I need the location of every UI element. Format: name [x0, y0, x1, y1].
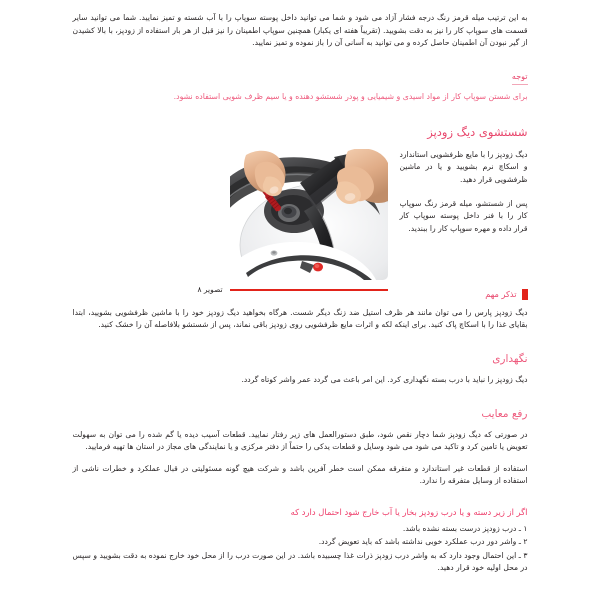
important-note-text: دیگ زودپز پارس را می توان مانند هر ظرف استیل ضد زنگ دیگر شست. هرگاه بخواهید دیگ زودپز خود را با ماشین ظرفشویی بشویید، ابتدا بقایای غذا را با اسکاچ پاک کنید. برای اینکه لکه و اثرات مایع ظرفشویی روی زودپز باقی نماند، پس از شستشو بلافاصله آن را خشک کنید. [72, 307, 528, 330]
maintenance-heading: نگهداری [492, 352, 528, 365]
troubleshooting-heading: رفع معایب [481, 407, 528, 420]
figure-caption-row [198, 285, 388, 295]
washing-text-column [400, 149, 528, 247]
list-item: ۱ ـ درب زودپز درست بسته نشده باشد. [402, 523, 528, 533]
red-square-marker-icon [522, 289, 528, 300]
list-item: ۲ ـ واشر دور درب عملکرد خوبی نداشته باشد که باید تعویض گردد. [318, 537, 528, 547]
figure-caption: تصویر ۸ [197, 284, 223, 294]
troubleshooting-list-heading: اگر از زیر دسته و یا درب زودپز بخار یا آب خارج شود احتمال دارد که [290, 506, 528, 517]
page-content [73, 12, 528, 575]
important-note-heading: تذکر مهم [485, 288, 517, 299]
troubleshooting-paragraph-1: در صورتی که دیگ زودپز شما دچار نقص شود، طبق دستورالعمل های زیر رفتار نمایید. قطعات آسیب دیده یا گم شده را می توان به سهولت تعویض یا تامین کرد و تاکید می شود می شود وسایل و قطعات یدکی را حتماً از دفتر مرکزی و یا نمایندگی های مجاز در استان ها تهیه فرمایید. [72, 429, 528, 452]
troubleshooting-list [73, 523, 528, 575]
intro-paragraph: به این ترتیب میله قرمز رنگ درجه فشار آزاد می شود و شما می توانید داخل پوسته سوپاپ را با آب شسته و تمیز نمایید. شما می توانید سایر قسمت های سوپاپ کار را نیز به دقت بشویید. (تقریباً هفته ای یکبار) همچنین سوپاپ اطمینان را نیز قبل از هر بار استفاده از زودپز، با بالا کشیدن از گیر نبودن آن اطمینان حاصل کرده و می توانید به آسانی آن را باز نموده و تمیز نمایید. [72, 13, 528, 48]
notice-block [73, 64, 528, 103]
figure-rule [230, 289, 388, 291]
washing-paragraph-1: دیگ زودپز را با مایع ظرفشویی استاندارد و اسکاچ نرم بشویید و یا در ماشین ظرفشویی قرار دهید. [399, 149, 528, 184]
washing-section-heading: شستشوی دیگ زودپز [427, 124, 528, 139]
notice-heading: توجه [512, 71, 528, 85]
pressure-cooker-valve-photo [230, 149, 388, 280]
maintenance-text: دیگ زودپز را نباید با درب بسته نگهداری کرد. این امر باعث می گردد عمر واشر کوتاه گردد. [241, 374, 528, 384]
notice-text: برای شستن سوپاپ کار از مواد اسیدی و شیمیایی و پودر شستشو دهنده و یا سیم ظرف شویی استفاده نشود. [173, 91, 528, 101]
photo-illustration [230, 149, 388, 280]
list-item: ۳ ـ این احتمال وجود دارد که به واشر درب زودپز ذرات غذا چسبیده باشد. در این صورت درب را از محل خود خارج نموده به دقت بشویید و سپس در محل اولیه خود قرار دهید. [72, 550, 528, 573]
washing-paragraph-2: پس از شستشو، میله قرمز رنگ سوپاپ کار را با فنر داخل پوسته سوپاپ کار قرار داده و مهره سوپاپ کار را ببندید. [399, 199, 528, 233]
troubleshooting-paragraph-2: استفاده از قطعات غیر استاندارد و متفرقه ممکن است خطر آفرین باشد و شرکت هیچ گونه مسئولیتی در قبال عملکرد و خطرات ناشی از استفاده از وسایل متفرقه را ندارد. [72, 463, 528, 486]
figure-photo-container [230, 149, 388, 280]
